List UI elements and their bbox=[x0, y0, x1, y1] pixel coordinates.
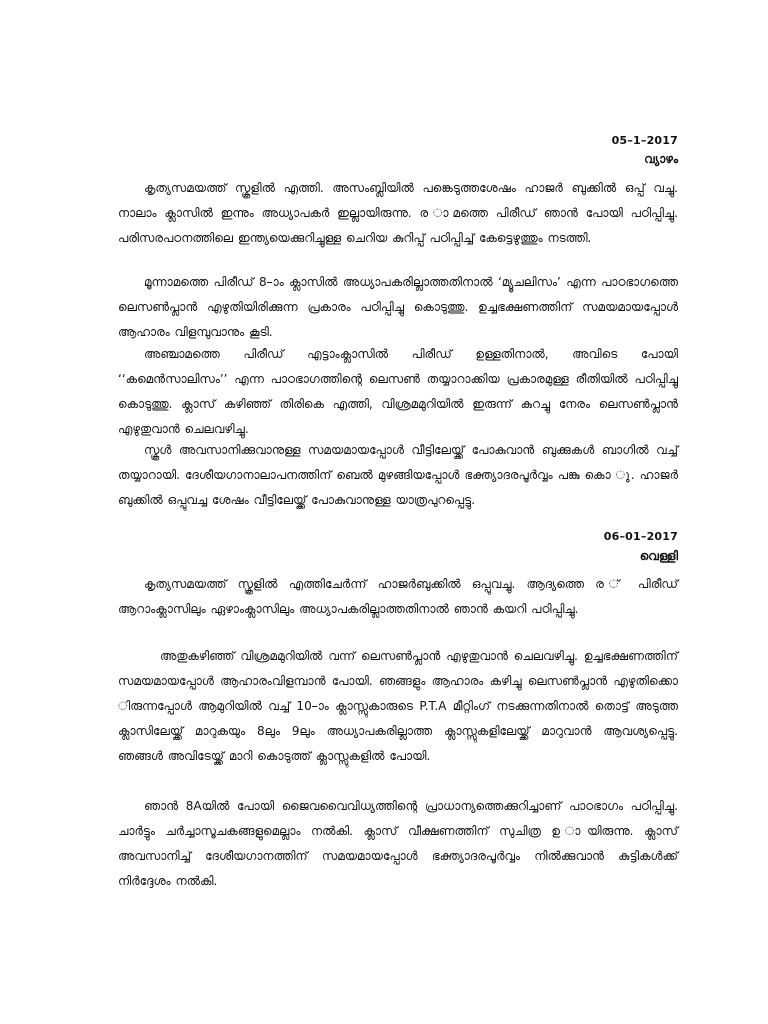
entry-paragraph: സ്കൂൾ അവസാനിക്കുവാനുള്ള സമയമായപ്പോൾ വീട്ടിലേയ്ക്ക് പോകുവാൻ ബുക്കുകൾ ബാഗിൽ വച്ച് തയ്യാറായി. ദേശീയഗാനാലാപനത്തിന് ബെൽ മുഴങ്ങിയപ്പോൾ ഭക്ത്യാദരപൂർവ്വം പങ്കു കൊ ു. ഹാജർ ബുക്കിൽ ഒപ്പുവച്ച ശേഷം വീട്ടിലേയ്ക്ക് പോകുവാനുള്ള യാത്രപുറപ്പെട്ടു. bbox=[118, 443, 678, 507]
entry-date: 05–1–2017 bbox=[611, 134, 678, 147]
entry-paragraph: ഞാൻ 8Aയിൽ പോയി ജൈവവൈവിധ്യത്തിന്റെ പ്രാധാന്യത്തെക്കുറിച്ചാണ് പാഠഭാഗം പഠിപ്പിച്ചു. ചാർട്ടും ചർച്ചാസൂചകങ്ങളുമെല്ലാം നൽകി. ക്ലാസ് വീക്ഷണത്തിന് സുചിത്ര ഉ ായിരുന്നു. ക്ലാസ് അവസാനിച്ച് ദേശീയഗാനത്തിന് സമയമായപ്പോൾ ഭക്ത്യാദരപൂർവ്വം നിൽക്കുവാൻ കുട്ടികൾക്ക് നിർദ്ദേശം നൽകി. bbox=[118, 799, 678, 888]
entry-paragraph: കൃത്യസമയത്ത് സ്കൂളിൽ എത്തിചേർന്ന് ഹാജർബുക്കിൽ ഒപ്പുവച്ചു. ആദ്യത്തെ ര ് പിരീഡ് ആറാംക്ലാസിലും ഏഴാംക്ലാസിലും അധ്യാപകരില്ലാത്തതിനാൽ ഞാൻ കയറി പഠിപ്പിച്ചു. bbox=[118, 577, 678, 616]
entry-day: വെള്ളി bbox=[639, 549, 678, 563]
entry-paragraph: മൂന്നാമത്തെ പിരീഡ് 8–ാം ക്ലാസിൽ അധ്യാപകരില്ലാത്തതിനാൽ ‘മ്യൂചലിസം’ എന്ന പാഠഭാഗത്തെ ലെസൺപ്ലാൻ എഴുതിയിരിക്കുന്ന പ്രകാരം പഠിപ്പിച്ചു കൊടുത്തു. ഉച്ചഭക്ഷണത്തിന് സമയമായപ്പോൾ ആഹാരം വിളമ്പുവാനും കൂടി. bbox=[118, 275, 678, 339]
entry-day: വ്യാഴം bbox=[644, 152, 678, 166]
entry-paragraph: അഞ്ചാമത്തെ പിരീഡ് എട്ടാംക്ലാസിൽ പിരീഡ് ഉള്ളതിനാൽ, അവിടെ പോയി ‘‘കമെൻസാലിസം’’ എന്ന പാഠഭാഗത്തിന്റെ ലെസൺ തയ്യാറാക്കിയ പ്രകാരമുള്ള രീതിയിൽ പഠിപ്പിച്ചു കൊടുത്തു. ക്ലാസ് കഴിഞ്ഞ് തിരികെ എത്തി, വിശ്രമമുറിയിൽ ഇരുന്ന് കുറച്ചു നേരം ലെസൺപ്ലാൻ എഴുതുവാൻ ചെലവഴിച്ചു. bbox=[118, 347, 678, 436]
entry-date: 06–01–2017 bbox=[603, 530, 678, 543]
entry-paragraph: കൃത്യസമയത്ത് സ്കൂളിൽ എത്തി. അസംബ്ലിയിൽ പങ്കെടുത്തശേഷം ഹാജർ ബുക്കിൽ ഒപ്പ് വച്ചു. നാലാം ക്ലാസിൽ ഇന്നും അധ്യാപകർ ഇല്ലായിരുന്നു. ര ാമത്തെ പിരീഡ് ഞാൻ പോയി പഠിപ്പിച്ചു. പരിസരപഠനത്തിലെ ഇന്ത്യയെക്കുറിച്ചുള്ള ചെറിയ കുറിപ്പ് പഠിപ്പിച്ച് കേട്ടെഴുത്തും നടത്തി. bbox=[118, 181, 678, 245]
entry-paragraph: അതുകഴിഞ്ഞ് വിശ്രമമുറിയിൽ വന്ന് ലെസൺപ്ലാൻ എഴുതുവാൻ ചെലവഴിച്ചു. ഉച്ചഭക്ഷണത്തിന് സമയമായപ്പോൾ ആഹാരംവിളമ്പാൻ പോയി. ഞങ്ങളും ആഹാരം കഴിച്ചു ലെസൺപ്ലാൻ എഴുതിക്കൊ ിരുന്നപ്പോൾ ആമുറിയിൽ വച്ച് 10–ാം ക്ലാസ്സുകാരുടെ P.T.A മീറ്റിംഗ് നടക്കുന്നതിനാൽ തൊട്ട് അടുത്ത ക്ലാസിലേയ്ക്ക് മാറുകയും 8ലും 9ലും അധ്യാപകരില്ലാത്ത ക്ലാസ്സുകളിലേയ്ക്ക് മാറുവാൻ ആവശ്യപ്പെട്ടു. ഞങ്ങൾ അവിടേയ്ക്ക് മാറി കൊടുത്ത് ക്ലാസ്സുകളിൽ പോയി. bbox=[118, 649, 678, 763]
